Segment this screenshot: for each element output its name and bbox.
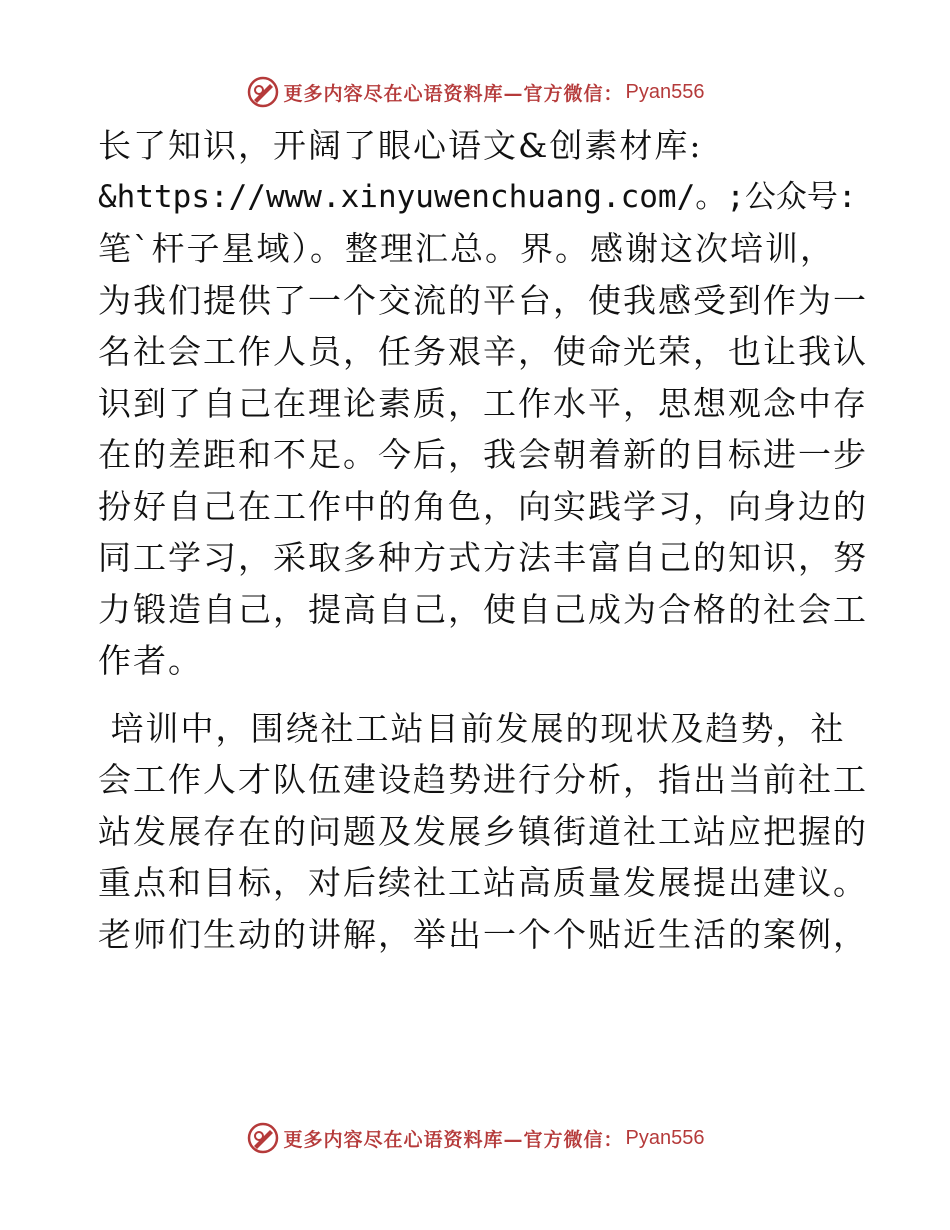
text-line: &https://www.xinyuwenchuang.com/。;公众号: — [98, 178, 857, 215]
document-body — [98, 120, 868, 960]
text-line: 作者。 — [98, 641, 203, 680]
header-watermark — [0, 72, 950, 112]
watermark-contact: Pyan556 — [625, 1126, 705, 1149]
text-line: 扮好自己在工作中的角色，向实践学习，向身边的 — [98, 486, 868, 526]
quill-logo-icon — [246, 75, 280, 109]
text-line: 重点和目标，对后续社工站高质量发展提出建议。 — [98, 863, 868, 902]
watermark-text: 更多内容尽在心语资料库—官方微信： — [283, 1128, 624, 1151]
paragraph — [98, 703, 868, 961]
text-line: 在的差距和不足。今后，我会朝着新的目标进一步 — [98, 435, 868, 474]
text-line: 长了知识，开阔了眼心语文&创素材库: — [98, 126, 703, 165]
text-line: 笔`杆子星域）。整理汇总。界。感谢这次培训， — [98, 229, 835, 268]
paragraph — [98, 120, 868, 687]
text-line: 名社会工作人员，任务艰辛，使命光荣，也让我认 — [98, 332, 868, 371]
text-line: 培训中，围绕社工站目前发展的现状及趋势，社 — [98, 708, 846, 748]
watermark-text: 更多内容尽在心语资料库—官方微信： — [283, 82, 624, 105]
text-line: 站发展存在的问题及发展乡镇街道社工站应把握的 — [98, 811, 868, 851]
text-line: 力锻造自己，提高自己，使自己成为合格的社会工 — [98, 589, 868, 629]
quill-logo-icon — [246, 1121, 280, 1155]
text-line: 会工作人才队伍建设趋势进行分析，指出当前社工 — [98, 760, 868, 799]
text-line: 为我们提供了一个交流的平台，使我感受到作为一 — [98, 280, 868, 320]
paragraph-spacer — [98, 687, 858, 703]
text-line: 同工学习，采取多种方式方法丰富自己的知识，努 — [98, 538, 868, 577]
watermark-contact: Pyan556 — [625, 80, 705, 103]
footer-watermark — [0, 1118, 950, 1158]
text-line: 老师们生动的讲解，举出一个个贴近生活的案例， — [98, 914, 868, 954]
text-line: 识到了自己在理论素质，工作水平，思想观念中存 — [98, 383, 868, 423]
